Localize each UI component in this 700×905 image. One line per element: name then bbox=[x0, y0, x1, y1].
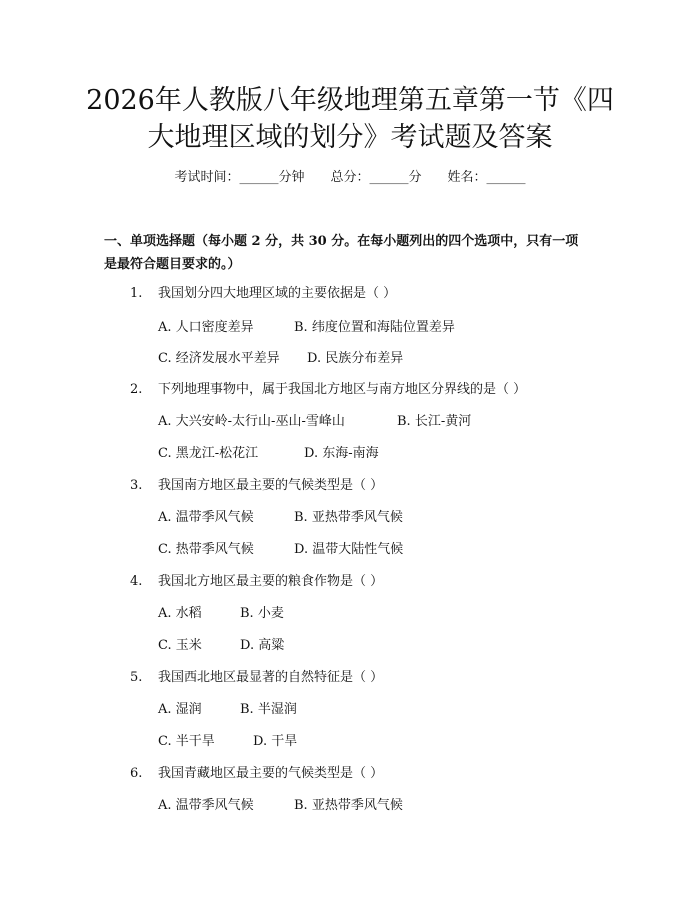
option-b: B. 纬度位置和海陆位置差异 bbox=[294, 320, 455, 335]
question-4-options-row-2 bbox=[158, 634, 284, 653]
option-a: A. 人口密度差异 bbox=[158, 320, 254, 335]
option-a: A. 温带季风气候 bbox=[158, 798, 254, 813]
question-text: 我国北方地区最主要的粮食作物是（ ） bbox=[158, 574, 384, 589]
option-c: C. 热带季风气候 bbox=[158, 542, 254, 557]
question-number: 2. bbox=[130, 382, 143, 397]
option-a: A. 大兴安岭-太行山-巫山-雪峰山 bbox=[158, 414, 345, 429]
page-title-line-2: 大地理区域的划分》考试题及答案 bbox=[147, 122, 553, 153]
option-d: D. 东海-南海 bbox=[304, 446, 379, 461]
exam-time-field: 考试时间：______分钟 bbox=[174, 170, 305, 185]
option-a: A. 水稻 bbox=[158, 606, 202, 621]
question-4-options-row-1 bbox=[158, 602, 284, 621]
question-number: 6. bbox=[130, 766, 143, 781]
question-6 bbox=[130, 762, 383, 781]
question-number: 4. bbox=[130, 574, 143, 589]
question-5-options-row-2 bbox=[158, 730, 297, 749]
option-b: B. 半湿润 bbox=[240, 702, 297, 717]
option-a: A. 温带季风气候 bbox=[158, 510, 254, 525]
total-score-field: 总分：______分 bbox=[330, 170, 422, 185]
question-text: 我国西北地区最显著的自然特征是（ ） bbox=[158, 670, 384, 685]
option-d: D. 高粱 bbox=[240, 638, 285, 653]
option-c: C. 半干旱 bbox=[158, 734, 215, 749]
question-1-options-row-1 bbox=[158, 316, 455, 335]
question-text: 我国划分四大地理区域的主要依据是（ ） bbox=[158, 286, 397, 301]
question-6-options-row-1 bbox=[158, 794, 403, 813]
option-c: C. 经济发展水平差异 bbox=[158, 351, 280, 366]
option-b: B. 长江-黄河 bbox=[397, 414, 472, 429]
question-4 bbox=[130, 570, 383, 589]
section-heading-line-2: 是最符合题目要求的。） bbox=[104, 257, 241, 272]
question-3-options-row-2 bbox=[158, 538, 403, 557]
option-b: B. 亚热带季风气候 bbox=[294, 798, 403, 813]
question-number: 5. bbox=[130, 670, 143, 685]
question-text: 我国南方地区最主要的气候类型是（ ） bbox=[158, 478, 384, 493]
question-2-options-row-2 bbox=[158, 442, 379, 461]
section-heading-line-1: 一、单项选择题（每小题 2 分，共 30 分。在每小题列出的四个选项中，只有一项 bbox=[104, 234, 579, 249]
question-5 bbox=[130, 666, 383, 685]
question-text: 下列地理事物中，属于我国北方地区与南方地区分界线的是（ ） bbox=[158, 382, 527, 397]
option-b: B. 小麦 bbox=[240, 606, 284, 621]
exam-meta bbox=[0, 166, 700, 185]
question-5-options-row-1 bbox=[158, 698, 297, 717]
option-d: D. 干旱 bbox=[253, 734, 298, 749]
question-number: 1. bbox=[130, 286, 143, 301]
option-d: D. 温带大陆性气候 bbox=[294, 542, 404, 557]
question-number: 3. bbox=[130, 478, 143, 493]
question-2 bbox=[130, 378, 526, 397]
question-1-options-row-2 bbox=[158, 347, 403, 366]
question-3 bbox=[130, 474, 383, 493]
option-c: C. 黑龙江-松花江 bbox=[158, 446, 259, 461]
option-c: C. 玉米 bbox=[158, 638, 202, 653]
question-2-options-row-1 bbox=[158, 410, 471, 429]
option-d: D. 民族分布差异 bbox=[307, 351, 404, 366]
option-b: B. 亚热带季风气候 bbox=[294, 510, 403, 525]
page-title-line-1: 2026年人教版八年级地理第五章第一节《四 bbox=[86, 85, 614, 116]
student-name-field: 姓名：______ bbox=[447, 170, 526, 185]
option-a: A. 湿润 bbox=[158, 702, 202, 717]
question-1 bbox=[130, 282, 396, 301]
question-text: 我国青藏地区最主要的气候类型是（ ） bbox=[158, 766, 384, 781]
question-3-options-row-1 bbox=[158, 506, 403, 525]
